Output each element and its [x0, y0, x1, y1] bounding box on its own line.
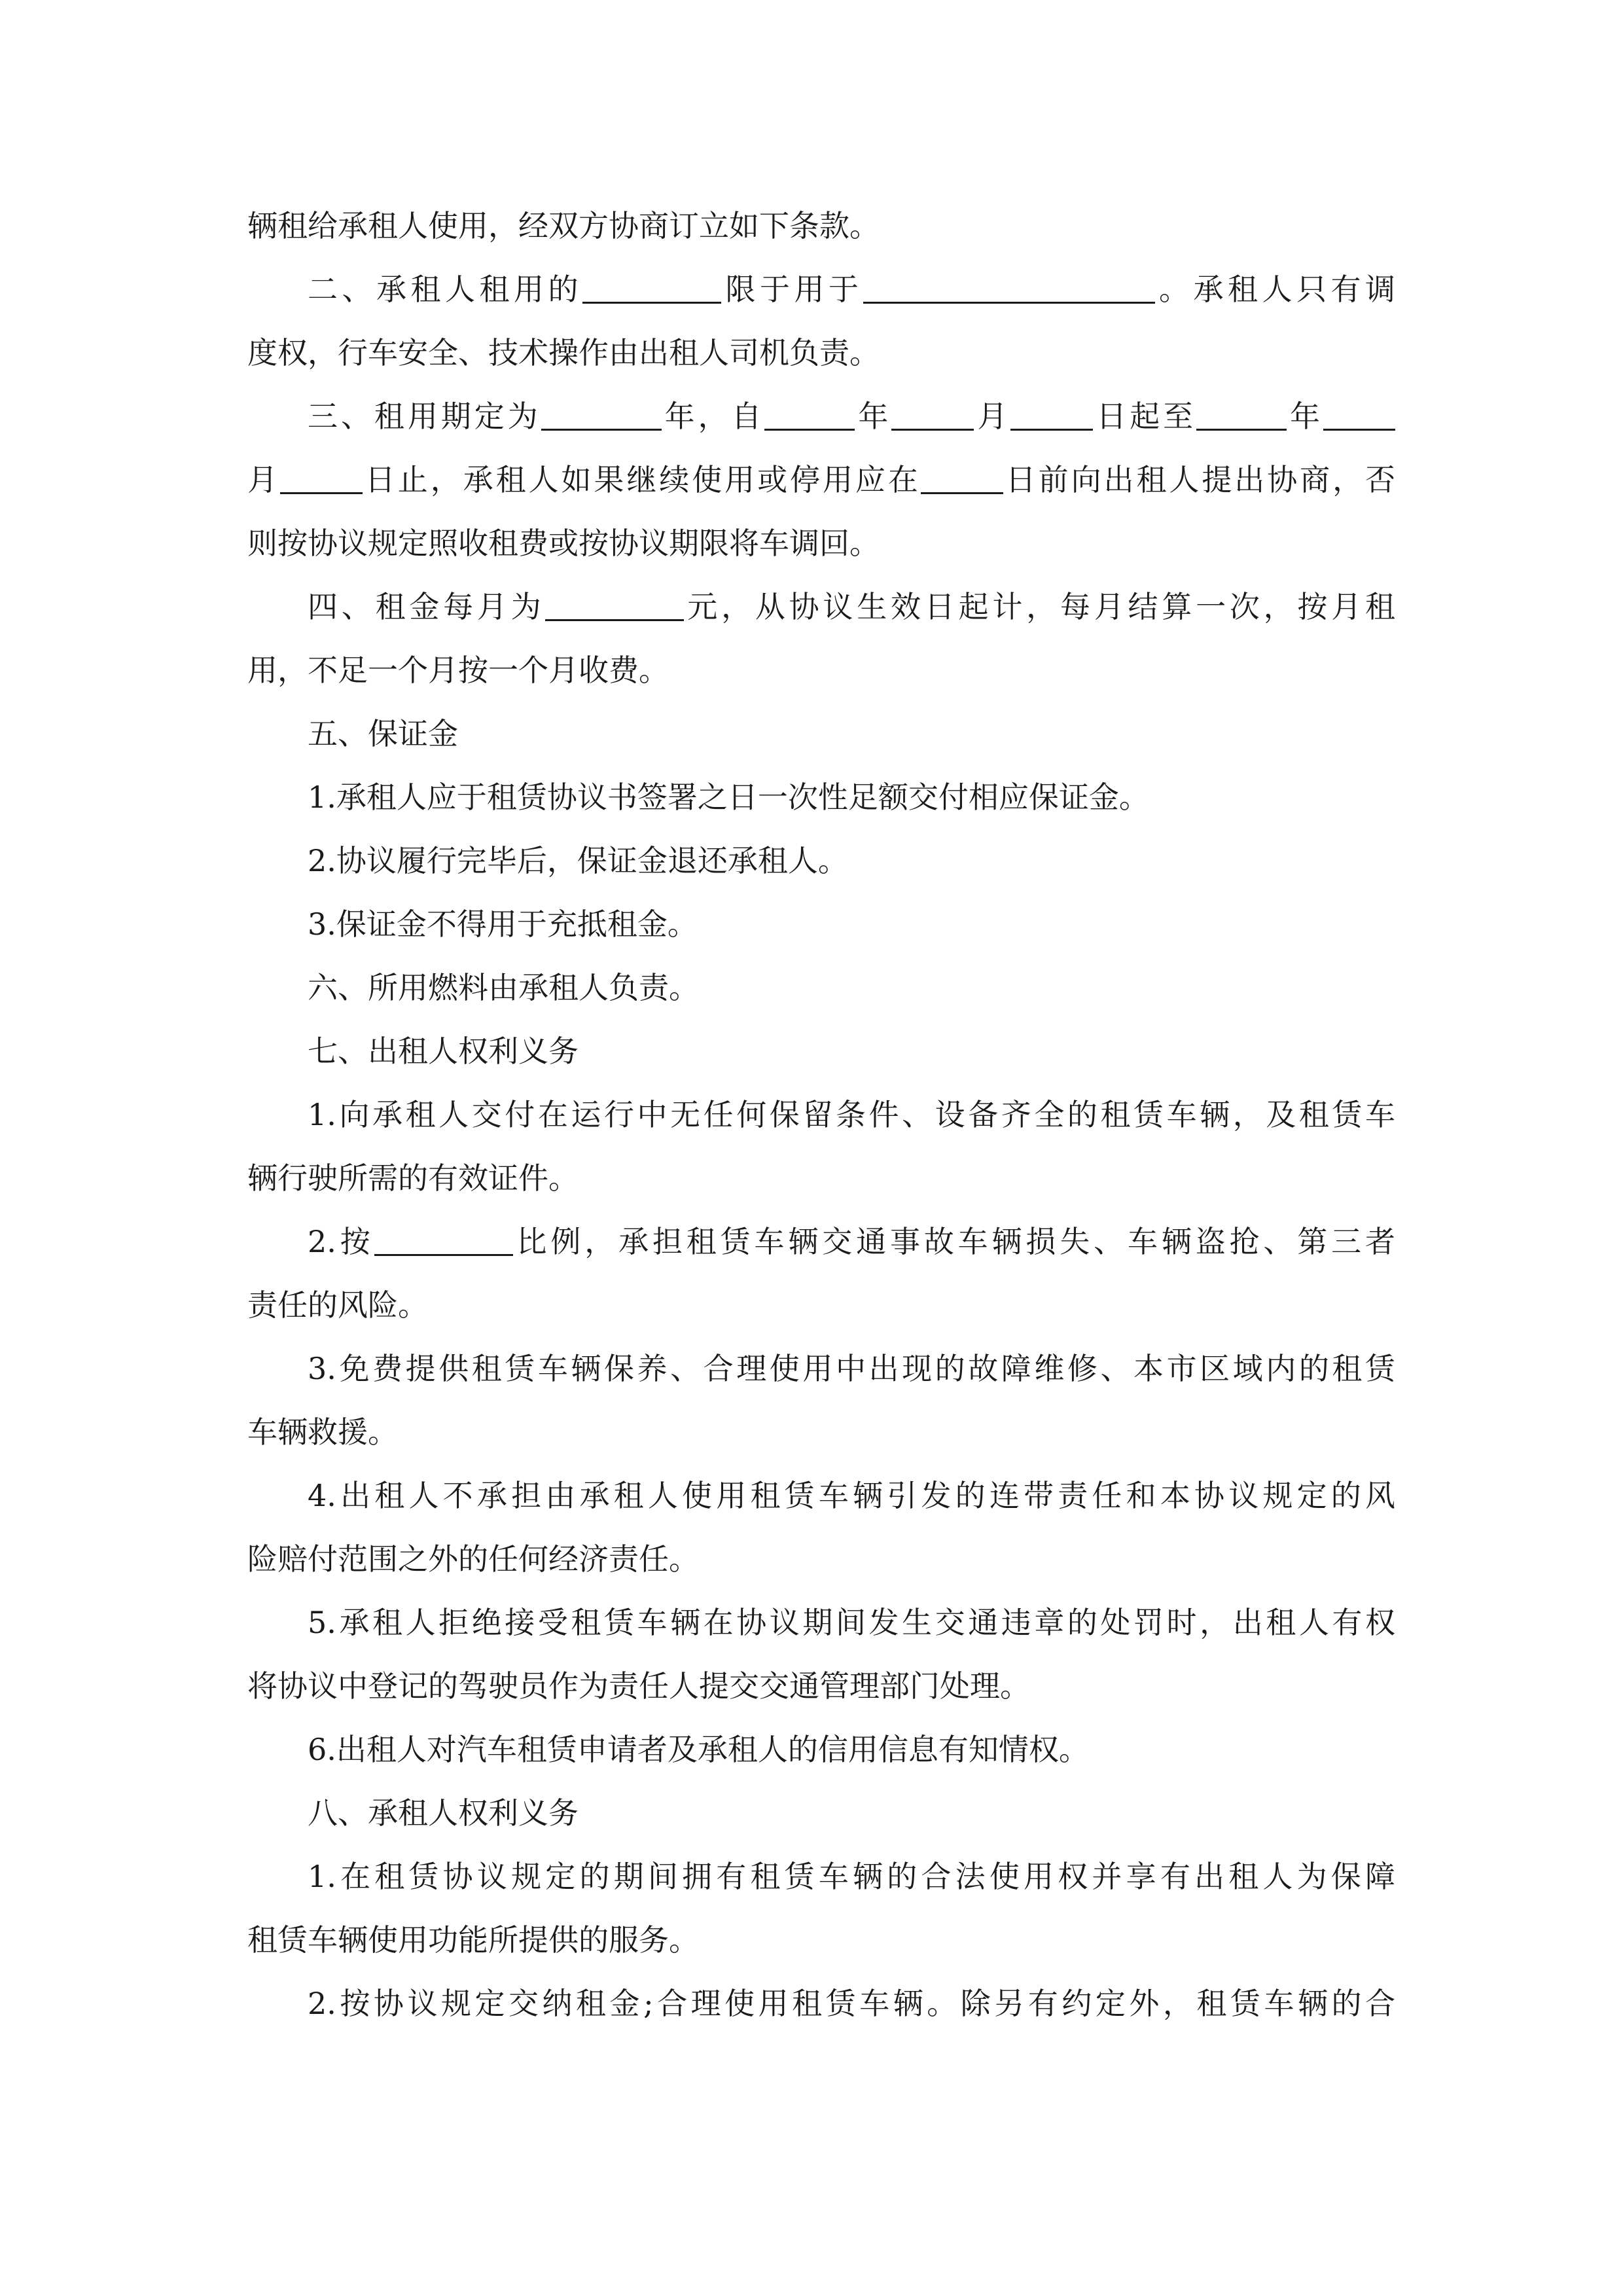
fill-blank[interactable] [541, 399, 662, 431]
list-item [308, 1346, 1395, 1391]
fill-blank[interactable] [1323, 399, 1395, 431]
section-heading [308, 1790, 1395, 1836]
text: 日起至 [1093, 399, 1197, 434]
text: 八、承租人权利义务 [308, 1795, 579, 1831]
text: 四、租金每月为 [308, 589, 545, 624]
text: 1.在租赁协议规定的期间拥有租赁车辆的合法使用权并享有出租人为保障 [308, 1859, 1395, 1894]
paragraph-line [247, 1282, 1395, 1328]
fill-blank[interactable] [280, 462, 363, 494]
fill-blank[interactable] [1196, 399, 1287, 431]
text: 。承租人只有调 [1154, 272, 1395, 307]
text: 年 [1287, 399, 1324, 434]
text: 年 [855, 399, 892, 434]
text: 五、保证金 [308, 716, 458, 751]
list-item [308, 1473, 1395, 1518]
fill-blank[interactable] [863, 272, 1155, 304]
text: 三、租用期定为 [308, 399, 541, 434]
paragraph-line [247, 1155, 1395, 1201]
list-item [308, 1854, 1395, 1899]
fill-blank[interactable] [764, 399, 855, 431]
paragraph-line [247, 520, 1395, 566]
fill-blank[interactable] [891, 399, 974, 431]
paragraph-line [247, 457, 1395, 503]
text: 车辆救援。 [247, 1414, 398, 1450]
list-item [308, 774, 1395, 820]
section-heading [308, 711, 1395, 757]
paragraph-line [247, 1917, 1395, 1963]
fill-blank[interactable] [921, 462, 1003, 494]
text: 年，自 [661, 399, 765, 434]
clause-2-line [308, 266, 1395, 312]
text: 二、承租人租用的 [308, 272, 582, 307]
text: 1.承租人应于租赁协议书签署之日一次性足额交付相应保证金。 [308, 780, 1149, 815]
text: 比例，承担租赁车辆交通事故车辆损失、车辆盗抢、第三者 [512, 1224, 1395, 1259]
list-item [308, 901, 1395, 947]
paragraph-line [247, 1536, 1395, 1582]
text: 辆租给承租人使用，经双方协商订立如下条款。 [247, 208, 880, 243]
fill-blank[interactable] [582, 272, 721, 304]
list-item [308, 1092, 1395, 1138]
section-heading [308, 1028, 1395, 1074]
paragraph-line [247, 647, 1395, 693]
text: 6.出租人对汽车租赁申请者及承租人的信用信息有知情权。 [308, 1732, 1089, 1767]
text: 六、所用燃料由承租人负责。 [308, 970, 699, 1005]
text: 责任的风险。 [247, 1287, 428, 1323]
text: 日止，承租人如果继续使用或停用应在 [362, 462, 921, 497]
text: 则按协议规定照收租费或按协议期限将车调回。 [247, 526, 880, 561]
fill-blank[interactable] [1010, 399, 1093, 431]
list-item [308, 1219, 1395, 1265]
paragraph-line [247, 1409, 1395, 1455]
fill-blank[interactable] [545, 589, 684, 621]
text: 1.向承租人交付在运行中无任何保留条件、设备齐全的租赁车辆，及租赁车 [308, 1097, 1395, 1132]
text: 租赁车辆使用功能所提供的服务。 [247, 1922, 699, 1958]
list-item [308, 1727, 1395, 1772]
section-heading [308, 965, 1395, 1011]
text: 2.协议履行完毕后，保证金退还承租人。 [308, 843, 848, 878]
text: 用，不足一个月按一个月收费。 [247, 653, 669, 688]
paragraph-line [247, 330, 1395, 376]
fill-blank[interactable] [374, 1224, 513, 1256]
list-item [308, 838, 1395, 884]
text: 3.保证金不得用于充抵租金。 [308, 906, 698, 942]
text: 2.按协议规定交纳租金;合理使用租赁车辆。除另有约定外，租赁车辆的合 [308, 1986, 1395, 2021]
text: 4.出租人不承担由承租人使用租赁车辆引发的连带责任和本协议规定的风 [308, 1478, 1395, 1513]
text: 限于用于 [721, 272, 863, 307]
text: 日前向出租人提出协商，否 [1003, 462, 1395, 497]
text: 5.承租人拒绝接受租赁车辆在协议期间发生交通违章的处罚时，出租人有权 [308, 1605, 1395, 1640]
text: 月 [974, 399, 1011, 434]
text: 度权，行车安全、技术操作由出租人司机负责。 [247, 335, 880, 370]
paragraph-line [247, 1663, 1395, 1709]
text: 元，从协议生效日起计，每月结算一次，按月租 [683, 589, 1395, 624]
text: 3.免费提供租赁车辆保养、合理使用中出现的故障维修、本市区域内的租赁 [308, 1351, 1395, 1386]
paragraph-line [247, 203, 1395, 249]
text: 月 [247, 462, 280, 497]
text: 将协议中登记的驾驶员作为责任人提交交通管理部门处理。 [247, 1668, 1030, 1704]
text: 险赔付范围之外的任何经济责任。 [247, 1541, 699, 1577]
list-item [308, 1600, 1395, 1645]
clause-4-line [308, 584, 1395, 630]
clause-3-line [308, 393, 1395, 439]
list-item [308, 1981, 1395, 2026]
text: 七、出租人权利义务 [308, 1033, 579, 1069]
text: 辆行驶所需的有效证件。 [247, 1160, 579, 1196]
text: 2.按 [308, 1224, 374, 1259]
